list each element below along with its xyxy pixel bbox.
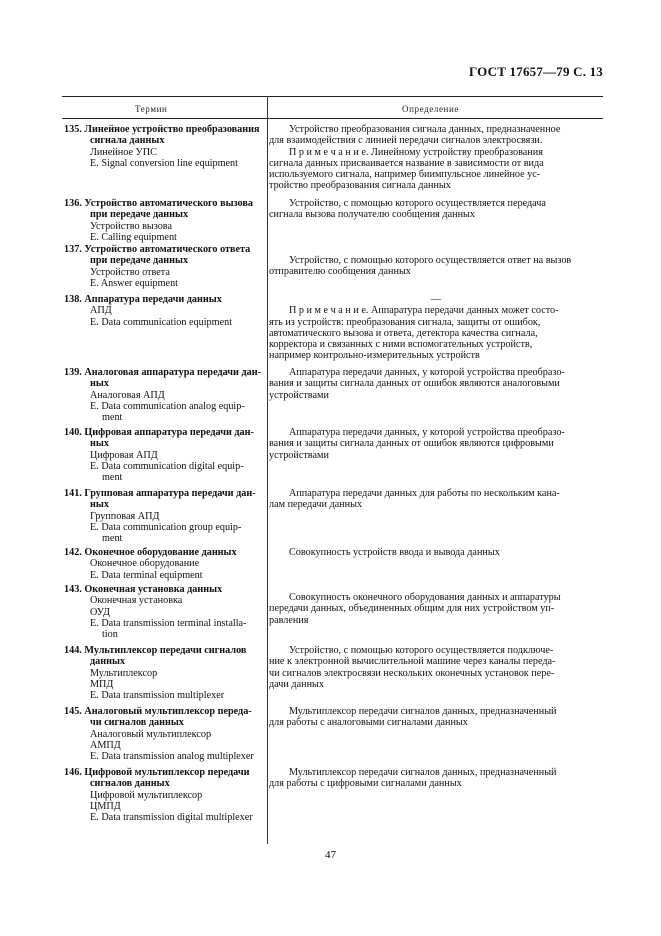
definition-line: Устройство преобразования сигнала данных, предназначенное	[289, 124, 561, 135]
table-row	[62, 547, 603, 584]
term-english: E. Data communication equipment	[90, 316, 233, 328]
term-abbrev: ОУД	[90, 606, 110, 618]
note-line: сигнала данных присваивается название в зависимости от вида	[269, 157, 544, 169]
term-cell	[62, 427, 262, 488]
definition-line: Аппаратура передачи данных для работы по нескольким кана-	[289, 488, 560, 499]
definition-cell	[269, 198, 603, 244]
note-line: используемого сигнала, например биимпульсное линейное ус-	[269, 169, 541, 181]
definition-cell	[269, 427, 603, 488]
term-english: E. Calling equipment	[90, 231, 177, 243]
table-header-rule	[62, 118, 603, 119]
term-english: E. Data transmission terminal installa-	[90, 617, 247, 629]
term-cell	[62, 488, 262, 547]
term-title-cont: сигналов данных	[90, 778, 170, 790]
term-cell	[62, 706, 262, 767]
term-english: E. Signal conversion line equipment	[90, 157, 238, 169]
term-title-cont: при передаче данных	[90, 255, 189, 267]
term-short: Аналоговый мультиплексор	[90, 728, 212, 740]
term-title-cont: чи сигналов данных	[90, 717, 184, 729]
term-english: E. Data transmission digital multiplexer	[90, 812, 253, 824]
definition-line: для работы с цифровыми сигналами данных	[269, 778, 462, 790]
definition-line: Мультиплексор передачи сигналов данных, предназначенный	[289, 767, 557, 778]
definition-line: устройствами	[269, 389, 329, 401]
term-short: Оконечная установка	[90, 595, 183, 607]
term-english-cont: ment	[102, 472, 123, 484]
note-line: например контрольно-измерительных устройств	[269, 350, 480, 362]
definition-cell	[269, 767, 603, 829]
table-row	[62, 584, 603, 645]
term-cell	[62, 198, 262, 244]
note-line: П р и м е ч а н и е. Аппаратура передачи данных может состо-	[289, 305, 559, 317]
term-cell	[62, 584, 262, 645]
table-row	[62, 767, 603, 829]
term-title-cont: при передаче данных	[90, 209, 189, 221]
term-title: 145. Аналоговый мультиплексор переда-	[64, 706, 252, 717]
definition-cell	[269, 547, 603, 584]
term-short: Аналоговая АПД	[90, 389, 165, 401]
term-short: АПД	[90, 305, 112, 317]
term-english: E. Data terminal equipment	[90, 569, 203, 581]
term-abbrev: МПД	[90, 678, 114, 690]
definition-cell	[269, 706, 603, 767]
term-short: Устройство вызова	[90, 220, 172, 232]
definition-line: вания и защиты сигнала данных от ошибок являются аналоговыми	[269, 378, 560, 390]
definition-line: отправителю сообщения данных	[269, 266, 411, 278]
page-number: 47	[325, 849, 336, 861]
term-short: Мультиплексор	[90, 667, 158, 679]
term-title: 136. Устройство автоматического вызова	[64, 198, 253, 209]
term-short: Оконечное оборудование	[90, 558, 200, 570]
document-header: ГОСТ 17657—79 С. 13	[469, 64, 603, 79]
definition-cell	[269, 584, 603, 645]
term-title: 143. Оконечная установка данных	[64, 584, 223, 595]
term-short: Групповая АПД	[90, 510, 160, 522]
term-english-cont: ment	[102, 533, 123, 545]
note-line: ять из устройств: преобразования сигнала, защиты от ошибок,	[269, 316, 541, 328]
term-cell	[62, 367, 262, 427]
term-title: 142. Оконечное оборудование данных	[64, 547, 237, 558]
note-line: автоматического вызова и ответа, детектора качества сигнала,	[269, 327, 538, 339]
definition-line: Аппаратура передачи данных, у которой устройства преобразо-	[289, 367, 565, 378]
definition-line: вания и защиты сигнала данных от ошибок являются цифровыми	[269, 438, 554, 450]
definition-line: равления	[269, 614, 309, 626]
table-row	[62, 367, 603, 427]
definition-line: Устройство, с помощью которого осуществляется подключе-	[289, 645, 554, 656]
definition-line: для работы с аналоговыми сигналами данных	[269, 717, 468, 729]
term-english: E. Answer equipment	[90, 277, 178, 289]
definition-line: сигнала вызова получателю сообщения данных	[269, 209, 475, 221]
term-title: 146. Цифровой мультиплексор передачи	[64, 767, 250, 778]
definition-cell	[269, 367, 603, 427]
column-header-term: Термин	[135, 104, 168, 114]
term-title: 144. Мультиплексор передачи сигналов	[64, 645, 247, 656]
term-title-cont: ных	[90, 438, 109, 450]
term-title-cont: данных	[90, 656, 126, 668]
column-header-definition: Определение	[402, 104, 459, 114]
terms-table	[62, 124, 603, 829]
definition-dash: —	[430, 294, 442, 305]
definition-line: дачи данных	[269, 678, 324, 690]
definition-cell	[269, 645, 603, 706]
term-cell	[62, 294, 262, 367]
definition-line: Устройство, с помощью которого осуществляется передача	[289, 198, 546, 209]
term-title-cont: ных	[90, 378, 109, 390]
term-english: E. Data communication analog equip-	[90, 400, 245, 412]
definition-line: Аппаратура передачи данных, у которой устройства преобразо-	[289, 427, 565, 438]
term-abbrev: АМПД	[90, 739, 121, 751]
term-title-cont: ных	[90, 499, 109, 511]
term-title: 138. Аппаратура передачи данных	[64, 294, 222, 305]
definition-line: чи сигналов электросвязи нескольких оконечных установок пере-	[269, 667, 555, 679]
term-title-cont: сигнала данных	[90, 135, 165, 147]
term-title: 135. Линейное устройство преобразования	[64, 124, 260, 135]
definition-line: Совокупность устройств ввода и вывода данных	[289, 547, 500, 558]
definition-line: ние к электронной вычислительной машине через каналы переда-	[269, 656, 556, 668]
term-title: 139. Аналоговая аппаратура передачи дан-	[64, 367, 261, 378]
table-row	[62, 645, 603, 706]
table-row	[62, 427, 603, 488]
term-title: 141. Групповая аппаратура передачи дан-	[64, 488, 256, 499]
term-short: Цифровой мультиплексор	[90, 789, 203, 801]
term-cell	[62, 244, 262, 294]
term-english: E. Data transmission analog multiplexer	[90, 751, 254, 763]
table-row	[62, 198, 603, 244]
term-title: 137. Устройство автоматического ответа	[64, 244, 251, 255]
term-english-cont: ment	[102, 412, 123, 424]
definition-cell	[269, 244, 603, 294]
term-english: E. Data transmission multiplexer	[90, 690, 225, 702]
table-row	[62, 244, 603, 294]
definition-line: для взаимодействия с линией передачи сигналов электросвязи.	[269, 135, 543, 147]
term-english: E. Data communication group equip-	[90, 521, 242, 533]
term-cell	[62, 547, 262, 584]
term-cell	[62, 645, 262, 706]
definition-cell	[269, 294, 603, 367]
term-short: Линейное УПС	[90, 146, 157, 158]
term-english-cont: tion	[102, 629, 118, 641]
definition-line: устройствами	[269, 449, 329, 461]
table-row	[62, 706, 603, 767]
definition-line: лам передачи данных	[269, 499, 363, 511]
definition-line: Устройство, с помощью которого осуществляется ответ на вызов	[289, 255, 572, 266]
term-title: 140. Цифровая аппаратура передачи дан-	[64, 427, 254, 438]
definition-line: Совокупность оконечного оборудования данных и аппаратуры	[289, 592, 561, 603]
definition-cell	[269, 124, 603, 198]
note-line: тройство преобразования сигнала данных	[269, 180, 451, 192]
term-cell	[62, 767, 262, 829]
term-abbrev: ЦМПД	[90, 800, 121, 812]
table-row	[62, 124, 603, 198]
note-line: корректора и связанных с ними вспомогательных устройств,	[269, 339, 533, 351]
definition-line: Мультиплексор передачи сигналов данных, предназначенный	[289, 706, 557, 717]
term-short: Цифровая АПД	[90, 449, 158, 461]
table-top-rule	[62, 96, 603, 97]
definition-cell	[269, 488, 603, 547]
note-line: П р и м е ч а н и е. Линейному устройству преобразования	[289, 146, 543, 158]
table-row	[62, 488, 603, 547]
table-row	[62, 294, 603, 367]
term-short: Устройство ответа	[90, 266, 170, 278]
term-english: E. Data communication digital equip-	[90, 460, 244, 472]
definition-line: передачи данных, объединенных общим для них устройством уп-	[269, 603, 555, 615]
term-cell	[62, 124, 262, 198]
